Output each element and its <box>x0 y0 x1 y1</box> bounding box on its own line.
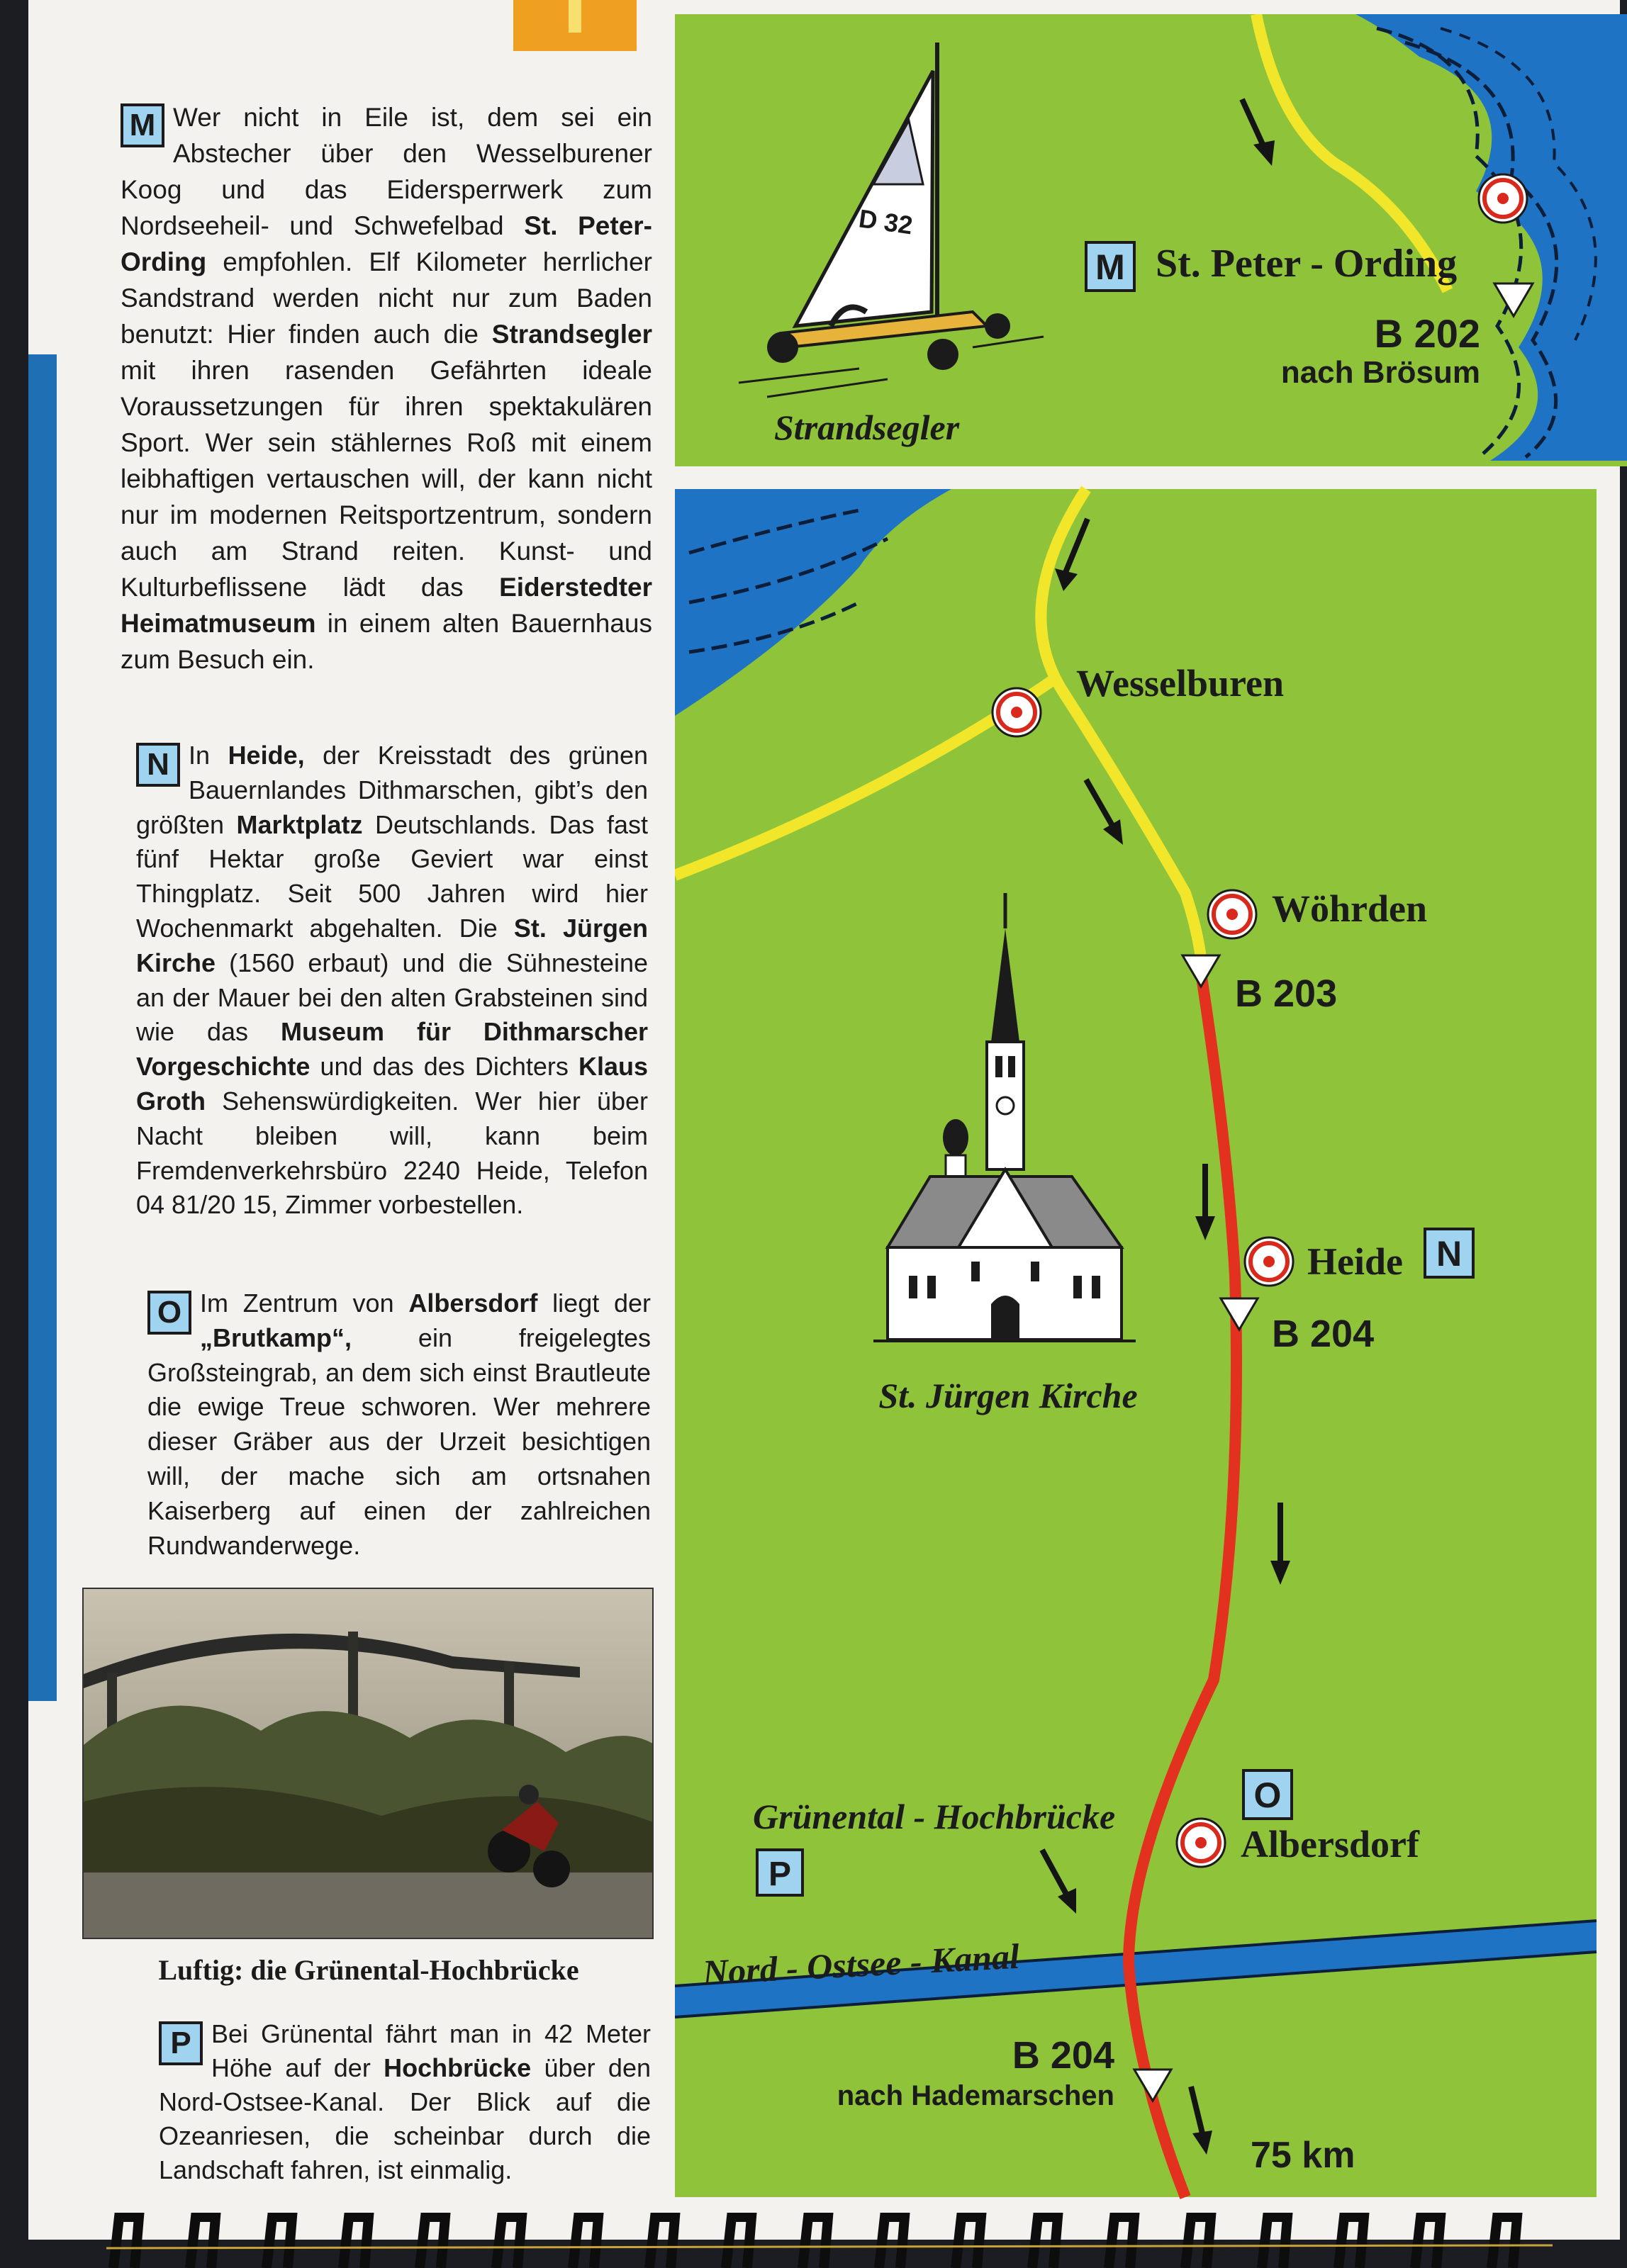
label-strandsegler: Strandsegler <box>774 408 960 447</box>
section-m-text: M Wer nicht in Eile ist, dem sei ein Abstecher über den Wesselburener Koog und das Eidersperrwerk zum Nordseeheil- und Schwefelbad St. Peter-Ording empfohlen. Elf Kilometer herrlicher Sandstrand werden nicht nur zum Baden benutzt: Hier finden auch die Strandsegler mit ihren rasenden Gefährten ideale Voraussetzungen für ihren spektakulären Sport. Wer sein stählernes Roß mit einem leibhaftigen vertauschen will, der kann nicht nur im modernen Reitsportzentrum, sondern auch am Strand reiten. Kunst- und Kulturbeflissene lädt das Eiderstedter Heimatmuseum in einem alten Bauernhaus zum Besuch ein. <box>121 103 652 674</box>
place-marker-albersdorf <box>1177 1819 1225 1867</box>
label-b203: B 203 <box>1235 972 1338 1015</box>
place-marker-heide <box>1245 1237 1293 1286</box>
section-p-text: P Bei Grünental fährt man in 42 Meter Höhe auf der Hochbrücke über den Nord-Ostsee-Kanal. Der Blick auf die Ozeanriesen, die scheinbar durch die Landschaft fahren, ist einmalig. <box>159 2019 651 2184</box>
marker-m: M <box>121 103 164 147</box>
label-b202: B 202 <box>1374 311 1480 356</box>
label-st-juergen-kirche: St. Jürgen Kirche <box>878 1376 1138 1415</box>
label-gruenental-hochbruecke: Grünental - Hochbrücke <box>753 1797 1116 1836</box>
tab-marker <box>569 0 581 33</box>
label-nord-ostsee-kanal: Nord - Ostsee - Kanal <box>701 1936 1021 1992</box>
sail-number: D 32 <box>856 203 915 240</box>
label-b204-lower: B 204 <box>1012 2034 1114 2077</box>
svg-text:M: M <box>1095 247 1125 287</box>
marker-n: N <box>136 743 180 787</box>
label-heide: Heide <box>1307 1240 1403 1283</box>
label-st-peter-ording: St. Peter - Ording <box>1156 242 1458 286</box>
route-map <box>675 14 1627 2211</box>
label-woehrden: Wöhrden <box>1272 887 1428 930</box>
label-albersdorf: Albersdorf <box>1241 1823 1419 1865</box>
place-marker-woehrden <box>1208 890 1256 938</box>
bridge-photo <box>82 1588 654 1939</box>
label-nach-hademarschen: nach Hademarschen <box>837 2080 1114 2111</box>
page-edge-stripe <box>28 354 57 1701</box>
svg-text:O: O <box>1253 1775 1282 1815</box>
brochure-page <box>28 0 1620 2240</box>
svg-text:N: N <box>1436 1234 1463 1274</box>
marker-p: P <box>159 2021 203 2065</box>
label-nach-broesum: nach Brösum <box>1280 355 1480 390</box>
photo-caption: Luftig: die Grünental-Hochbrücke <box>158 1954 579 1986</box>
label-distance: 75 km <box>1251 2135 1355 2176</box>
marker-o: O <box>147 1291 191 1335</box>
label-b204-upper: B 204 <box>1272 1313 1375 1355</box>
place-marker-st-peter-ording <box>1479 174 1527 223</box>
section-o-text: O Im Zentrum von Albersdorf liegt der „Brutkamp“, ein freigelegtes Großsteingrab, an dem sich einst Brautleute die ewige Treue schworen. Wer mehrere dieser Gräber aus der Urzeit besichtigen will, der mache sich am ortsnahen Kaiserberg auf einen der zahlreichen Rundwanderwege. <box>147 1289 652 1560</box>
place-marker-wesselburen <box>993 688 1041 736</box>
svg-text:P: P <box>768 1856 792 1893</box>
label-wesselburen: Wesselburen <box>1076 662 1285 704</box>
section-n-text: N In Heide, der Kreisstadt des grünen Bauernlandes Dithmarschen, gibt’s den größten Marktplatz Deutschlands. Das fast fünf Hektar große Geviert war einst Thingplatz. Seit 500 Jahren wird hier Wochenmarkt abgehalten. Die St. Jürgen Kirche (1560 erbaut) und die Sühnesteine an der Mauer bei den alten Grabsteinen sind wie das Museum für Dithmarscher Vorgeschichte und das des Dichters Klaus Groth Sehenswürdigkeiten. Wer hier über Nacht bleiben will, kann beim Fremdenverkehrsbüro 2240 Heide, Telefon 04 81/20 15, Zimmer vorbestellen. <box>136 741 648 1220</box>
section-tab <box>513 0 637 51</box>
spiral-binding <box>106 2213 1553 2268</box>
